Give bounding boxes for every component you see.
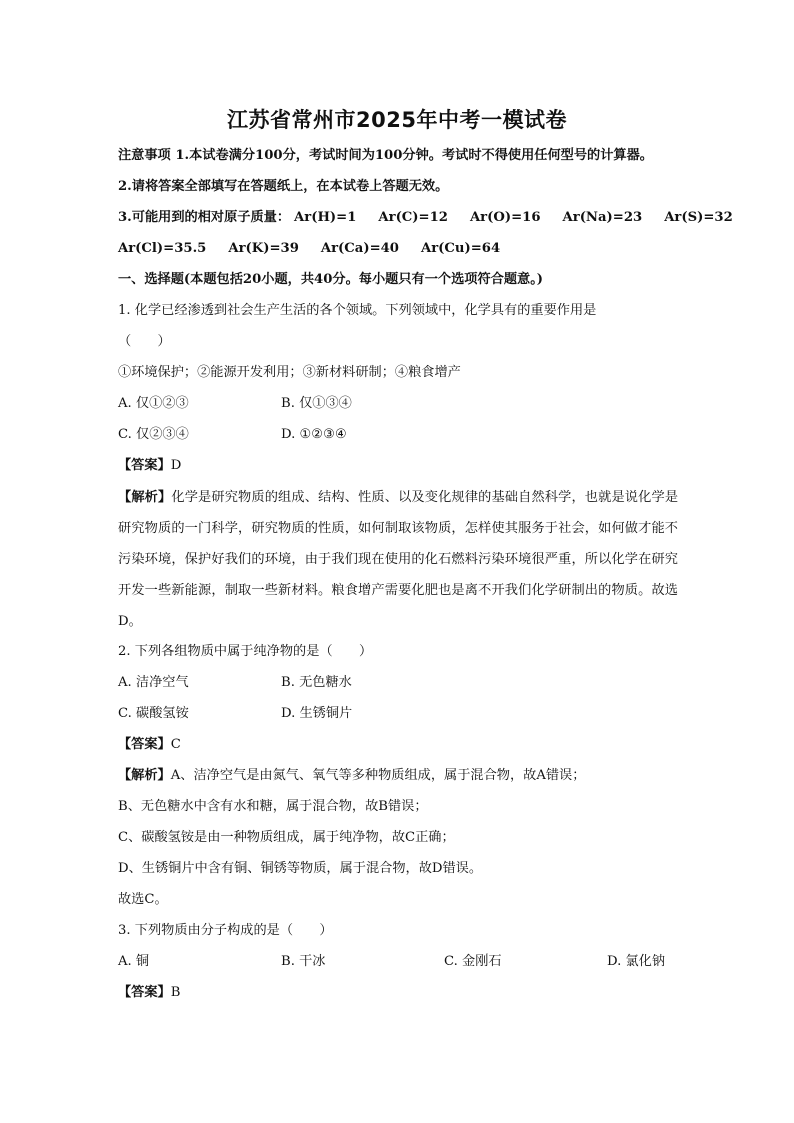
q2-analysis-line-4: D、生锈铜片中含有铜、铜锈等物质，属于混合物，故D错误。: [118, 861, 483, 876]
analysis-tag: 【解析】: [118, 768, 171, 783]
answer-tag: 【答案】: [118, 985, 171, 1000]
q1-option-d: D. ①②③④: [281, 427, 347, 442]
q2-stem: 2. 下列各组物质中属于纯净物的是（ ）: [118, 644, 373, 659]
q2-option-d: D. 生锈铜片: [281, 706, 353, 721]
q3-answer-value: B: [170, 985, 181, 1000]
q2-answer-value: C: [170, 737, 181, 752]
atomic-mass-h: Ar(H)=1: [294, 210, 357, 225]
q3-option-c: C. 金刚石: [444, 954, 502, 969]
q1-answer-value: D: [170, 458, 182, 473]
q2-analysis-line-2: B、无色糖水中含有水和糖，属于混合物，故B错误；: [118, 799, 428, 814]
q2-analysis-line-1: [118, 766, 585, 786]
page-title: 江苏省常州市2025年中考一模试卷: [227, 108, 567, 132]
answer-tag: 【答案】: [118, 458, 171, 473]
q1-stem: 1. 化学已经渗透到社会生产生活的各个领域。下列领域中，化学具有的重要作用是: [118, 303, 597, 318]
q1-analysis: [118, 482, 678, 637]
notes-line-2: 2.请将答案全部填写在答题纸上，在本试卷上答题无效。: [118, 179, 449, 194]
q2-analysis-text-1: A、洁净空气是由氮气、氧气等多种物质组成，属于混合物，故A错误；: [170, 768, 586, 783]
q3-answer: [118, 983, 180, 1003]
answer-tag: 【答案】: [118, 737, 171, 752]
notes-line-1: 注意事项 1.本试卷满分100分，考试时间为100分钟。考试时不得使用任何型号的计算器。: [118, 148, 653, 163]
atomic-mass-k: Ar(K)=39: [228, 241, 299, 256]
atomic-mass-row-2: [118, 239, 500, 259]
atomic-mass-cl: Ar(Cl)=35.5: [118, 241, 207, 256]
atomic-mass-na: Ar(Na)=23: [562, 210, 643, 225]
q1-option-a: A. 仅①②③: [118, 396, 189, 411]
atomic-mass-ca: Ar(Ca)=40: [320, 241, 399, 256]
q1-answer: [118, 456, 181, 476]
atomic-mass-s: Ar(S)=32: [664, 210, 733, 225]
atomic-mass-row-1: [118, 208, 733, 228]
q2-option-c: C. 碳酸氢铵: [118, 706, 189, 721]
atomic-mass-c: Ar(C)=12: [378, 210, 448, 225]
q1-paren: （ ）: [118, 334, 171, 349]
q1-items: ①环境保护；②能源开发利用；③新材料研制；④粮食增产: [118, 365, 461, 380]
q3-option-a: A. 铜: [118, 954, 150, 969]
q1-analysis-text: 化学是研究物质的组成、结构、性质、以及变化规律的基础自然科学，也就是说化学是研究物质的一门科学，研究物质的性质，如何制取该物质，怎样使其服务于社会，如何做才能不污染环境，保护好我们的环境，由于我们现在使用的化石燃料污染环境很严重，所以化学在研究开发一些新能源，制取一些新材料。粮食增产需要化肥也是离不开我们化学研制出的物质。故选D。: [118, 490, 679, 629]
analysis-tag: 【解析】: [118, 490, 172, 505]
q3-option-d: D. 氯化钠: [607, 954, 666, 969]
section-heading: 一、选择题(本题包括20小题，共40分。每小题只有一个选项符合题意。): [118, 272, 544, 287]
q3-option-b: B. 干冰: [281, 954, 326, 969]
q1-option-c: C. 仅②③④: [118, 427, 189, 442]
q1-option-b: B. 仅①③④: [281, 396, 352, 411]
q2-option-b: B. 无色糖水: [281, 675, 352, 690]
atomic-mass-cu: Ar(Cu)=64: [420, 241, 501, 256]
q2-analysis-line-5: 故选C。: [118, 892, 168, 907]
q2-answer: [118, 735, 181, 755]
q3-stem: 3. 下列物质由分子构成的是（ ）: [118, 923, 333, 938]
q2-option-a: A. 洁净空气: [118, 675, 189, 690]
atomic-mass-label: 3.可能用到的相对原子质量：: [118, 210, 291, 225]
q2-analysis-line-3: C、碳酸氢铵是由一种物质组成，属于纯净物，故C正确；: [118, 830, 455, 845]
atomic-mass-o: Ar(O)=16: [469, 210, 541, 225]
